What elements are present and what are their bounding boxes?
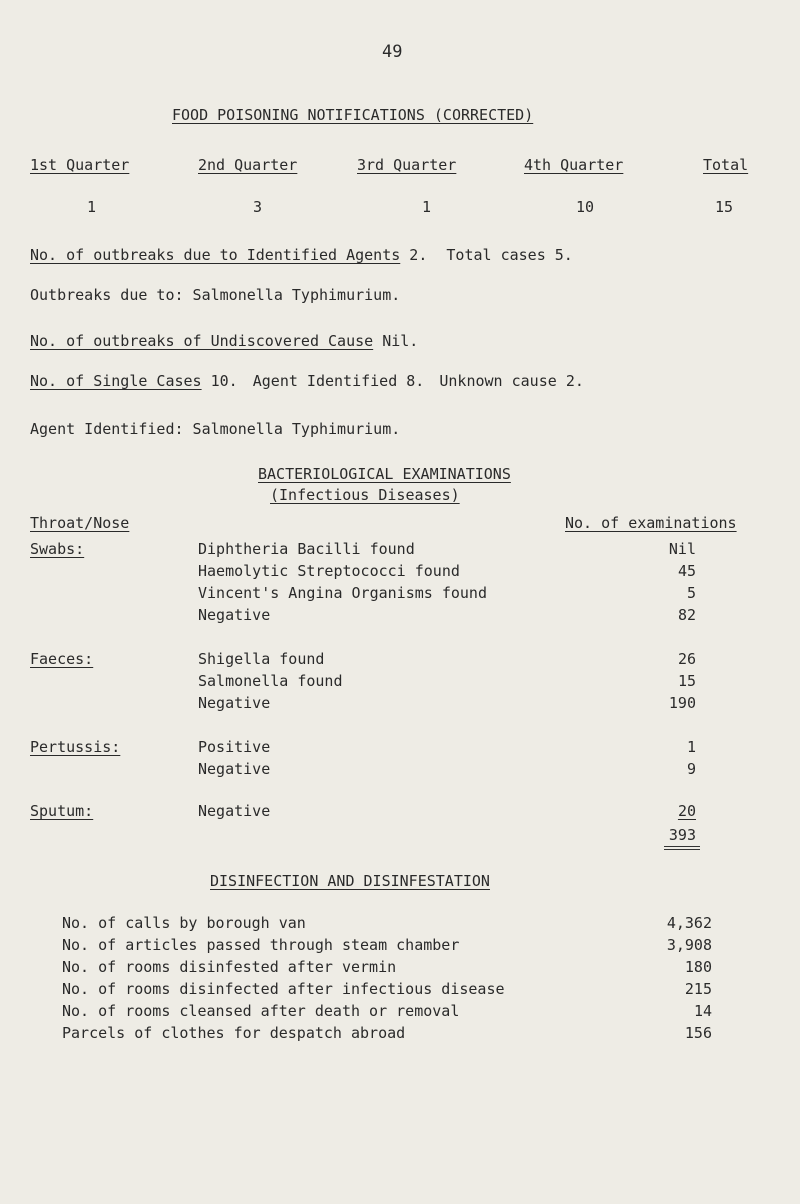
undiscovered-cause-value: Nil. — [382, 332, 419, 350]
exam-row-value: 15 — [677, 672, 696, 690]
single-cases-label: No. of Single Cases — [30, 372, 202, 390]
quarter-header-2: 2nd Quarter — [198, 156, 298, 174]
disinfection-row-desc: No. of calls by borough van — [62, 914, 306, 932]
single-cases-value: 10. — [210, 372, 238, 390]
exam-row-desc: Diphtheria Bacilli found — [198, 540, 415, 558]
agent-identified-value: 8. — [406, 372, 425, 390]
quarter-value-1: 1 — [87, 198, 97, 216]
examinations-heading: No. of examinations — [565, 514, 737, 532]
disinfection-row-desc: No. of rooms disinfested after vermin — [62, 958, 397, 976]
total-underline — [664, 846, 700, 847]
disinfection-row-value: 180 — [684, 958, 712, 976]
exam-row-desc: Salmonella found — [198, 672, 343, 690]
disinfection-row-value: 3,908 — [666, 936, 712, 954]
exam-row-value: 26 — [677, 650, 696, 668]
undiscovered-cause-line — [30, 332, 418, 350]
quarter-header-4: 4th Quarter — [524, 156, 624, 174]
quarter-value-3: 1 — [422, 198, 432, 216]
disinfection-row-desc: No. of rooms disinfected after infectious disease — [62, 980, 505, 998]
group-label-pertussis: Pertussis: — [30, 738, 121, 756]
disinfection-title: DISINFECTION AND DISINFESTATION — [210, 872, 490, 890]
total-cases-label: Total cases — [446, 246, 546, 264]
bacteriological-title: BACTERIOLOGICAL EXAMINATIONS — [258, 465, 511, 483]
disinfection-row-value: 4,362 — [666, 914, 712, 932]
exam-row-value: 9 — [686, 760, 696, 778]
agent-identified-label: Agent Identified — [252, 372, 398, 390]
exam-row-desc: Haemolytic Streptococci found — [198, 562, 460, 580]
quarter-header-3: 3rd Quarter — [357, 156, 457, 174]
examinations-total: 393 — [668, 826, 696, 844]
exam-row-value: 45 — [677, 562, 696, 580]
page-number: 49 — [382, 42, 403, 62]
agent-identified-line: Agent Identified: Salmonella Typhimurium. — [30, 420, 401, 438]
disinfection-row-desc: Parcels of clothes for despatch abroad — [62, 1024, 406, 1042]
identified-agents-value: 2. — [409, 246, 428, 264]
group-label-faeces: Faeces: — [30, 650, 94, 668]
undiscovered-cause-label: No. of outbreaks of Undiscovered Cause — [30, 332, 374, 350]
quarter-value-4: 10 — [576, 198, 595, 216]
exam-row-desc: Negative — [198, 606, 271, 624]
disinfection-row-desc: No. of articles passed through steam chamber — [62, 936, 460, 954]
exam-row-desc: Negative — [198, 760, 271, 778]
exam-row-value: Nil — [668, 540, 696, 558]
group-label-swabs: Swabs: — [30, 540, 85, 558]
exam-row-value: 20 — [677, 802, 696, 820]
food-poisoning-title: FOOD POISONING NOTIFICATIONS (CORRECTED) — [172, 106, 534, 124]
total-value: 15 — [715, 198, 734, 216]
group-label-sputum: Sputum: — [30, 802, 94, 820]
identified-agents-label: No. of outbreaks due to Identified Agents — [30, 246, 401, 264]
exam-row-value: 190 — [668, 694, 696, 712]
single-cases-line — [30, 372, 584, 390]
exam-row-desc: Negative — [198, 694, 271, 712]
total-underline-second — [664, 849, 700, 850]
quarter-value-2: 3 — [253, 198, 263, 216]
identified-agents-line — [30, 246, 573, 264]
disinfection-row-value: 14 — [693, 1002, 712, 1020]
disinfection-row-desc: No. of rooms cleansed after death or removal — [62, 1002, 460, 1020]
unknown-cause-label: Unknown cause — [439, 372, 557, 390]
exam-row-desc: Positive — [198, 738, 271, 756]
exam-row-value: 82 — [677, 606, 696, 624]
exam-row-value: 5 — [686, 584, 696, 602]
exam-row-desc: Vincent's Angina Organisms found — [198, 584, 487, 602]
exam-row-desc: Shigella found — [198, 650, 325, 668]
total-header: Total — [703, 156, 749, 174]
exam-row-desc: Negative — [198, 802, 271, 820]
disinfection-row-value: 215 — [684, 980, 712, 998]
quarter-header-1: 1st Quarter — [30, 156, 130, 174]
throat-nose-heading: Throat/Nose — [30, 514, 130, 532]
unknown-cause-value: 2. — [565, 372, 584, 390]
exam-row-value: 1 — [686, 738, 696, 756]
total-cases-value: 5. — [554, 246, 573, 264]
disinfection-row-value: 156 — [684, 1024, 712, 1042]
outbreaks-due-to: Outbreaks due to: Salmonella Typhimurium. — [30, 286, 401, 304]
bacteriological-subtitle: (Infectious Diseases) — [270, 486, 460, 504]
